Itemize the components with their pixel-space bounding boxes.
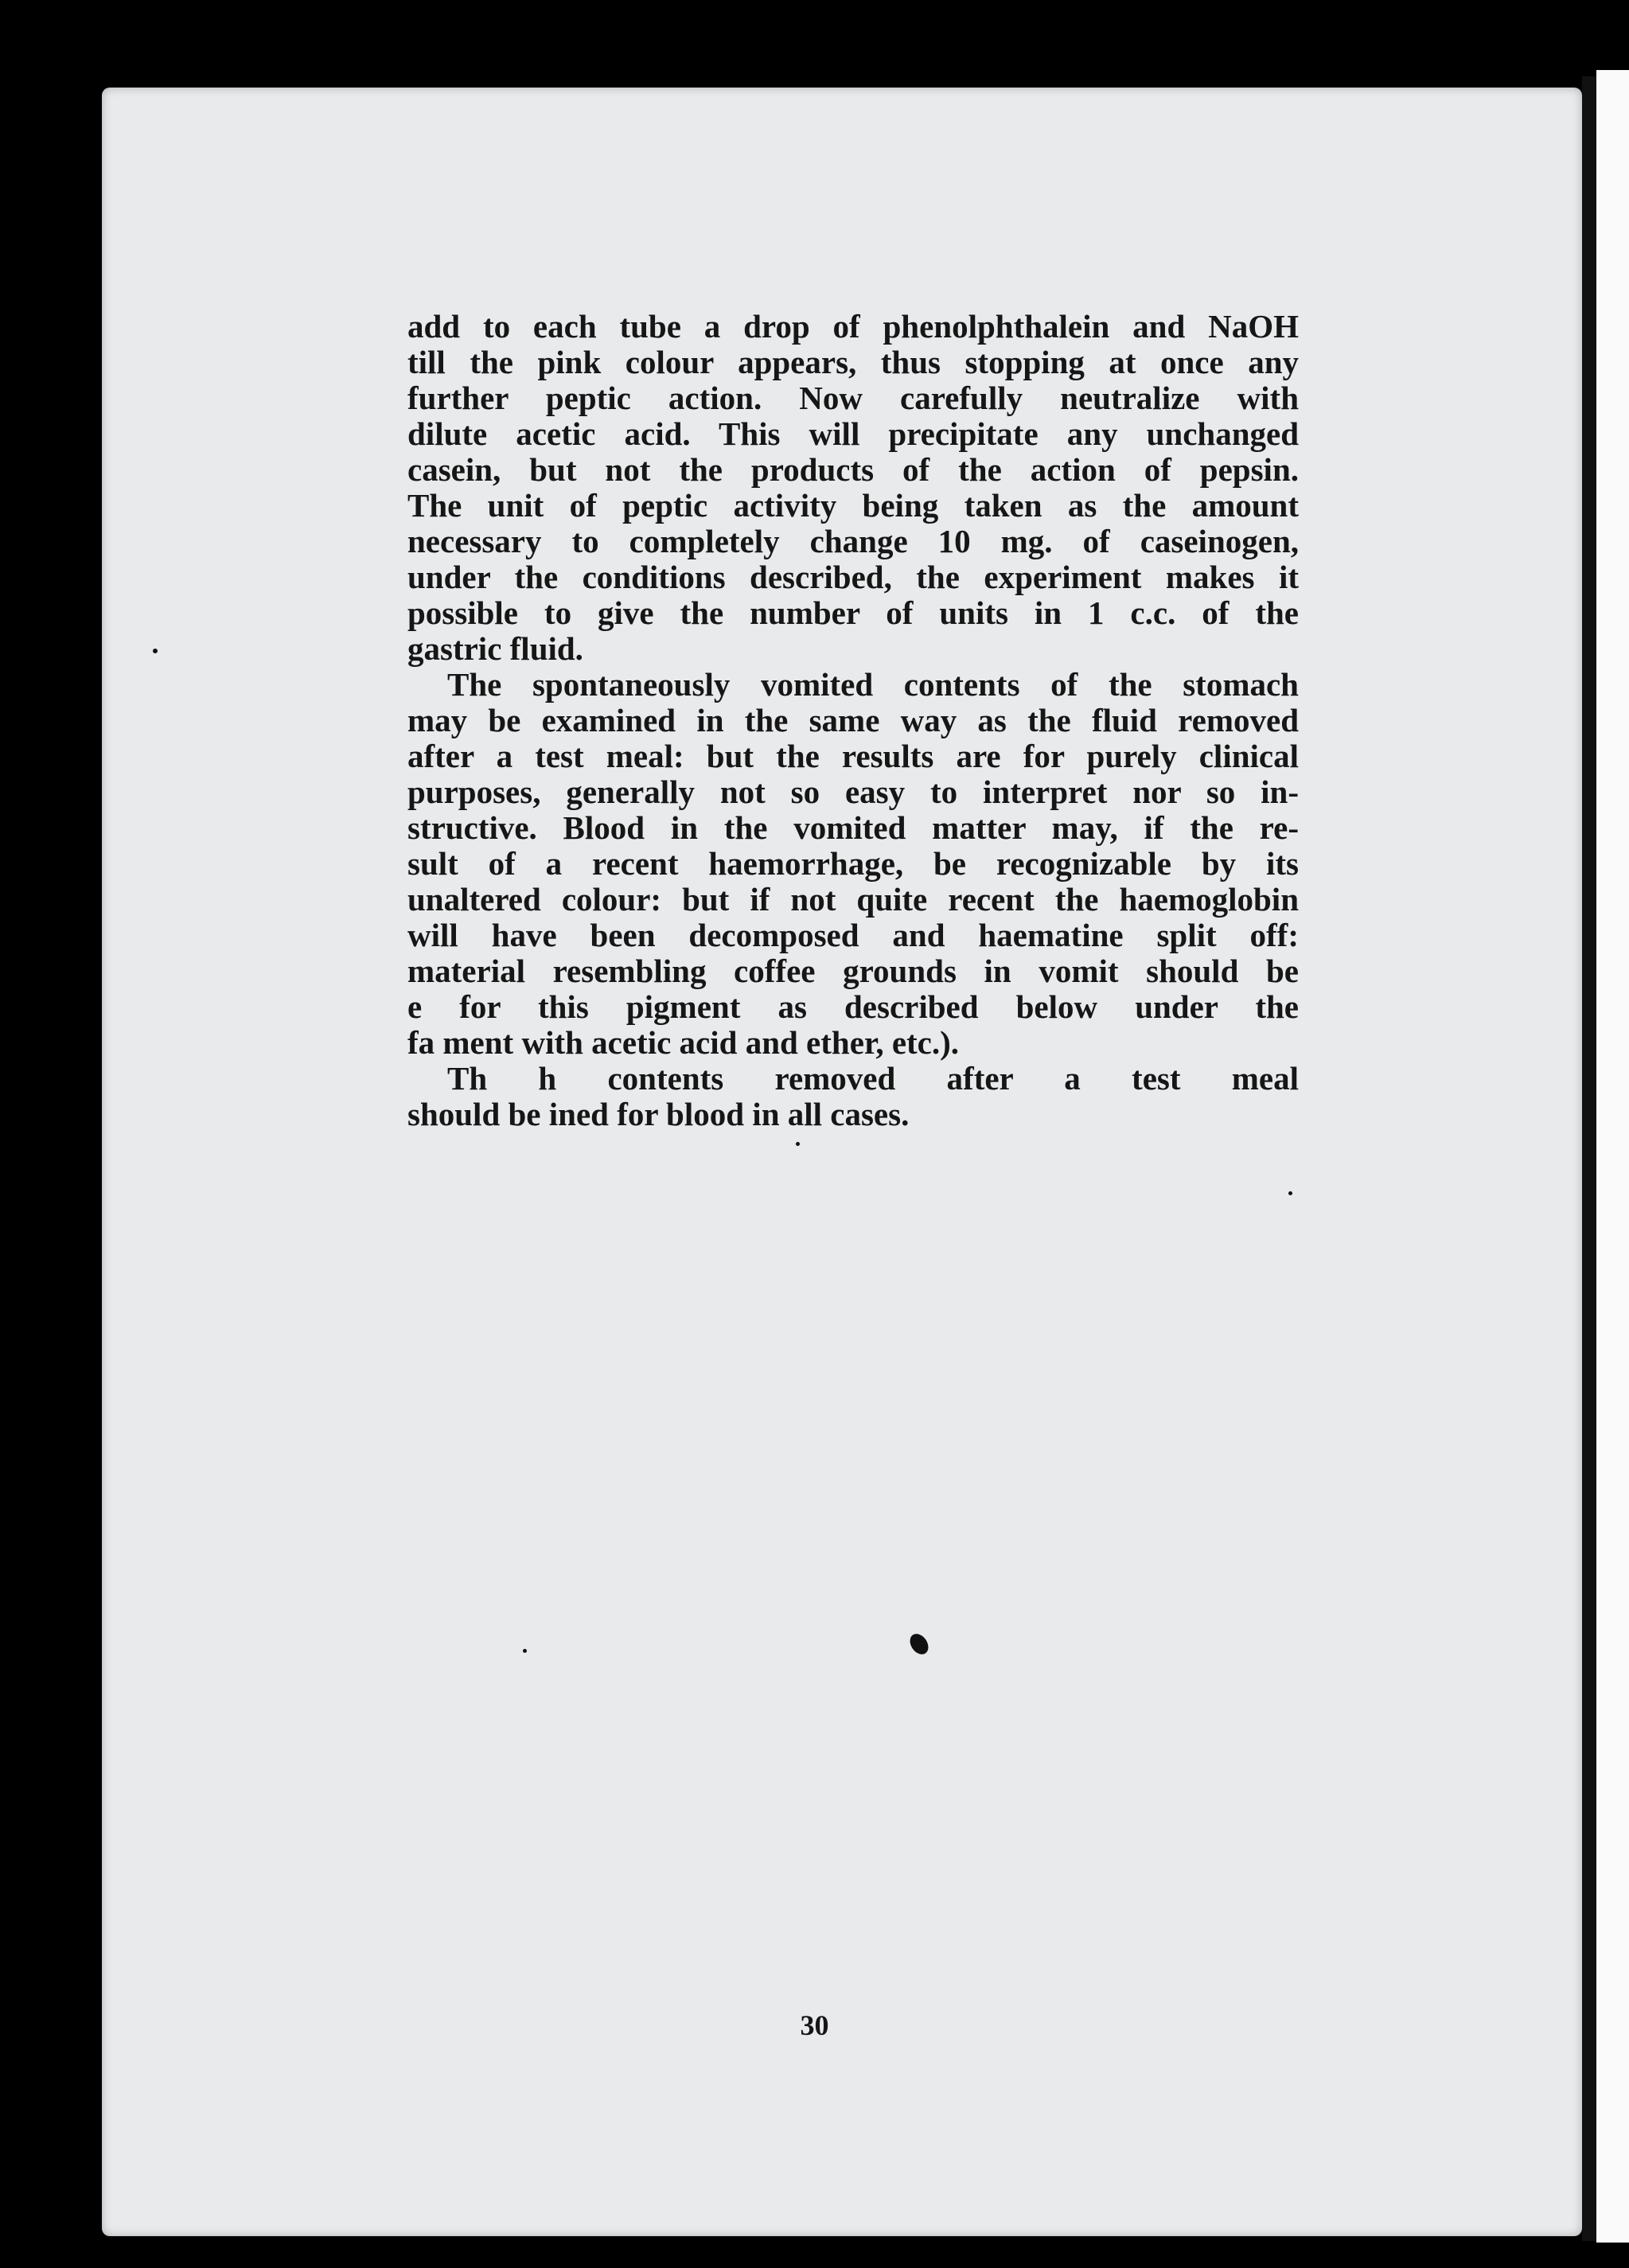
text-line: The spontaneously vomited contents of the stomach [447, 666, 1299, 703]
page-number: 30 [800, 2009, 829, 2041]
text-line: material resembling coffee grounds in vomit should be [407, 953, 1299, 989]
text-line: will have been decomposed and haematine split off: [407, 917, 1299, 953]
text-line: under the conditions described, the experiment makes it [407, 559, 1299, 595]
text-line: after a test meal: but the results are for purely clinical [407, 738, 1299, 774]
text-line: The unit of peptic activity being taken as the amount [407, 487, 1299, 524]
paragraph-1 [407, 309, 1299, 667]
text-line: casein, but not the products of the action of pepsin. [407, 451, 1299, 488]
text-line: till the pink colour appears, thus stopping at once any [407, 344, 1299, 380]
text-line: should be ined for blood in all cases. [407, 1096, 910, 1132]
ink-speck-mark [523, 1649, 527, 1653]
text-line: Th h contents removed after a test meal [447, 1060, 1299, 1097]
ink-speck-mark [153, 649, 158, 653]
text-line: purposes, generally not so easy to interpret nor so in- [407, 774, 1299, 810]
text-line: further peptic action. Now carefully neutralize with [407, 380, 1299, 416]
text-line: necessary to completely change 10 mg. of caseinogen, [407, 523, 1299, 559]
ink-speck-mark [1288, 1191, 1292, 1195]
scan-margin [1596, 70, 1629, 2243]
page-edge-shadow [1582, 76, 1596, 2241]
text-line: fa ment with acetic acid and ether, etc.). [407, 1024, 960, 1061]
paragraph-3 [407, 1061, 1299, 1132]
text-line: gastric fluid. [407, 630, 583, 667]
text-line: structive. Blood in the vomited matter may, if the re- [407, 809, 1299, 846]
text-line: e for this pigment as described below under the [407, 988, 1299, 1025]
text-line: may be examined in the same way as the fluid removed [407, 702, 1299, 738]
text-line: dilute acetic acid. This will precipitate any unchanged [407, 415, 1299, 452]
text-line: sult of a recent haemorrhage, be recognizable by its [407, 845, 1299, 882]
text-line: unaltered colour: but if not quite recent the haemoglobin [407, 881, 1299, 918]
text-line: possible to give the number of units in 1 c.c. of the [407, 594, 1299, 631]
text-line: add to each tube a drop of phenolphthalein and NaOH [407, 308, 1299, 345]
body-text [407, 309, 1299, 1132]
ink-speck-mark [796, 1142, 800, 1146]
paragraph-2 [407, 667, 1299, 1061]
